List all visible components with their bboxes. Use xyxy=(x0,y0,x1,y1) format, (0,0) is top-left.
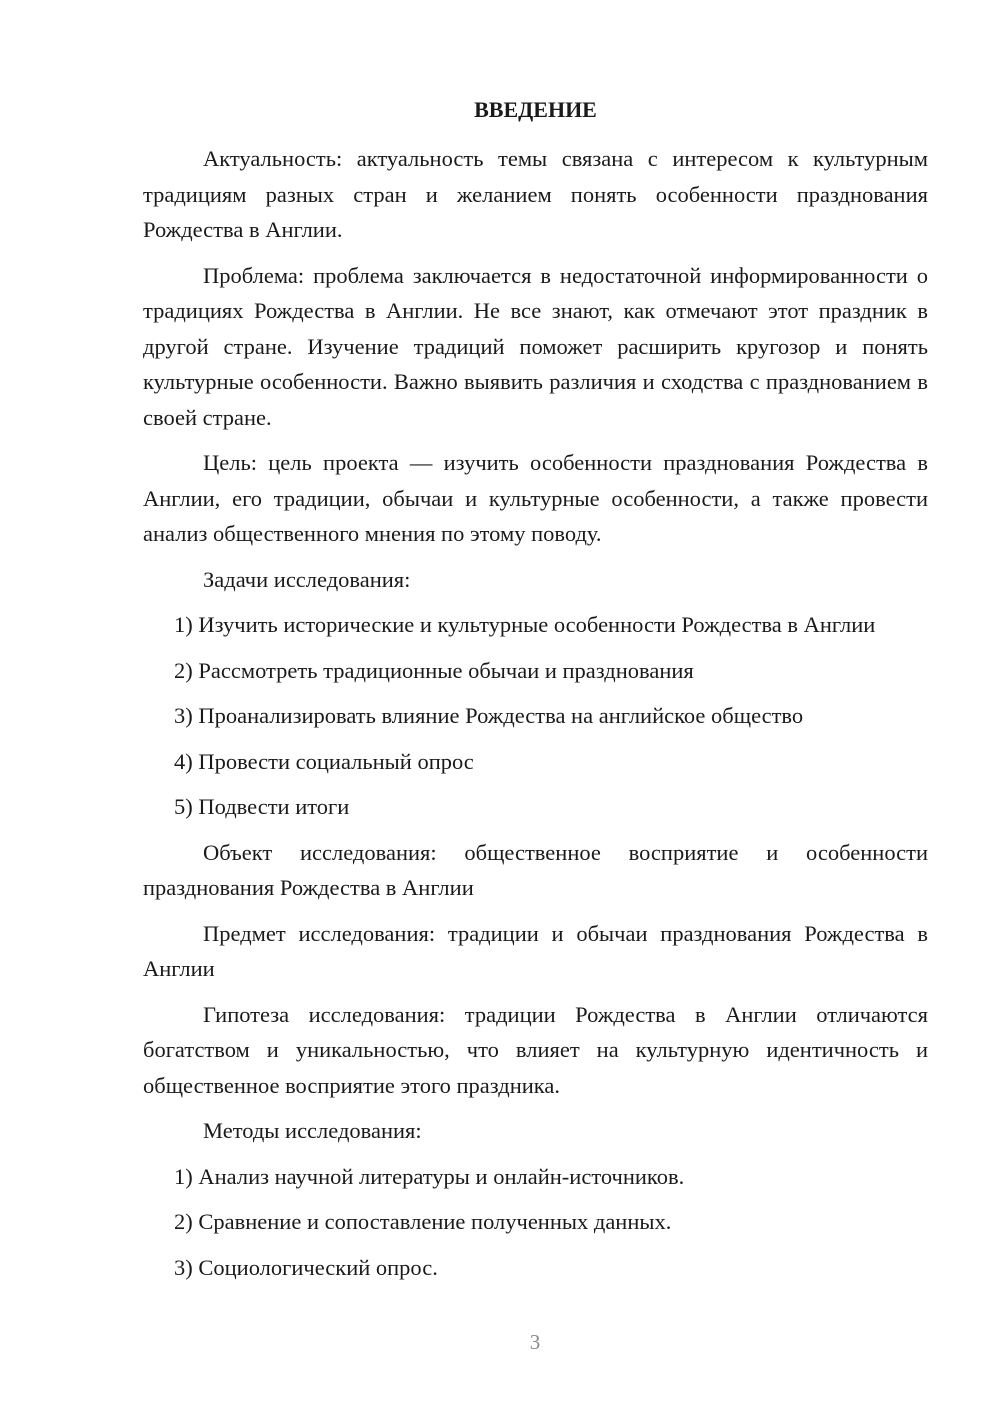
methods-title: Методы исследования: xyxy=(203,1118,422,1143)
hypothesis-paragraph: Гипотеза исследования: традиции Рождества в Англии отличаются богатством и уникальностью, что влияет на культурную идентичность и общественное восприятие этого праздника. xyxy=(143,1001,928,1098)
document-page xyxy=(143,92,928,1295)
subject-paragraph: Предмет исследования: традиции и обычаи празднования Рождества в Англии xyxy=(143,920,928,981)
goal-paragraph: Цель: цель проекта — изучить особенности празднования Рождества в Англии, его традиции, обычаи и культурные особенности, а также провести анализ общественного мнения по этому поводу. xyxy=(143,450,928,546)
method-item: 3) Социологический опрос. xyxy=(174,1254,438,1280)
task-item: 3) Проанализировать влияние Рождества на английское общество xyxy=(174,703,804,728)
method-item: 2) Сравнение и сопоставление полученных данных. xyxy=(174,1209,672,1234)
task-item: 5) Подвести итоги xyxy=(174,794,350,819)
tasks-title: Задачи исследования: xyxy=(203,566,411,592)
problem-paragraph: Проблема: проблема заключается в недостаточной информированности о традициях Рождества в Англии. Не все знают, как отмечают этот праздник в другой стране. Изучение традиций поможет расширить кругозор и понять культурные особенности. Важно выявить различия и сходства с празднованием в своей стране. xyxy=(143,262,928,430)
task-item: 2) Рассмотреть традиционные обычаи и празднования xyxy=(174,657,694,683)
task-item: 1) Изучить исторические и культурные особенности Рождества в Англии xyxy=(174,612,876,637)
page-number: 3 xyxy=(529,1330,541,1354)
task-item: 4) Провести социальный опрос xyxy=(174,748,474,774)
object-paragraph: Объект исследования: общественное восприятие и особенности празднования Рождества в Англии xyxy=(143,839,928,900)
section-heading: ВВЕДЕНИЕ xyxy=(474,97,597,122)
method-item: 1) Анализ научной литературы и онлайн-источников. xyxy=(174,1163,685,1189)
relevance-paragraph: Актуальность: актуальность темы связана с интересом к культурным традициям разных стран и желанием понять особенности празднования Рождества в Англии. xyxy=(143,146,928,242)
